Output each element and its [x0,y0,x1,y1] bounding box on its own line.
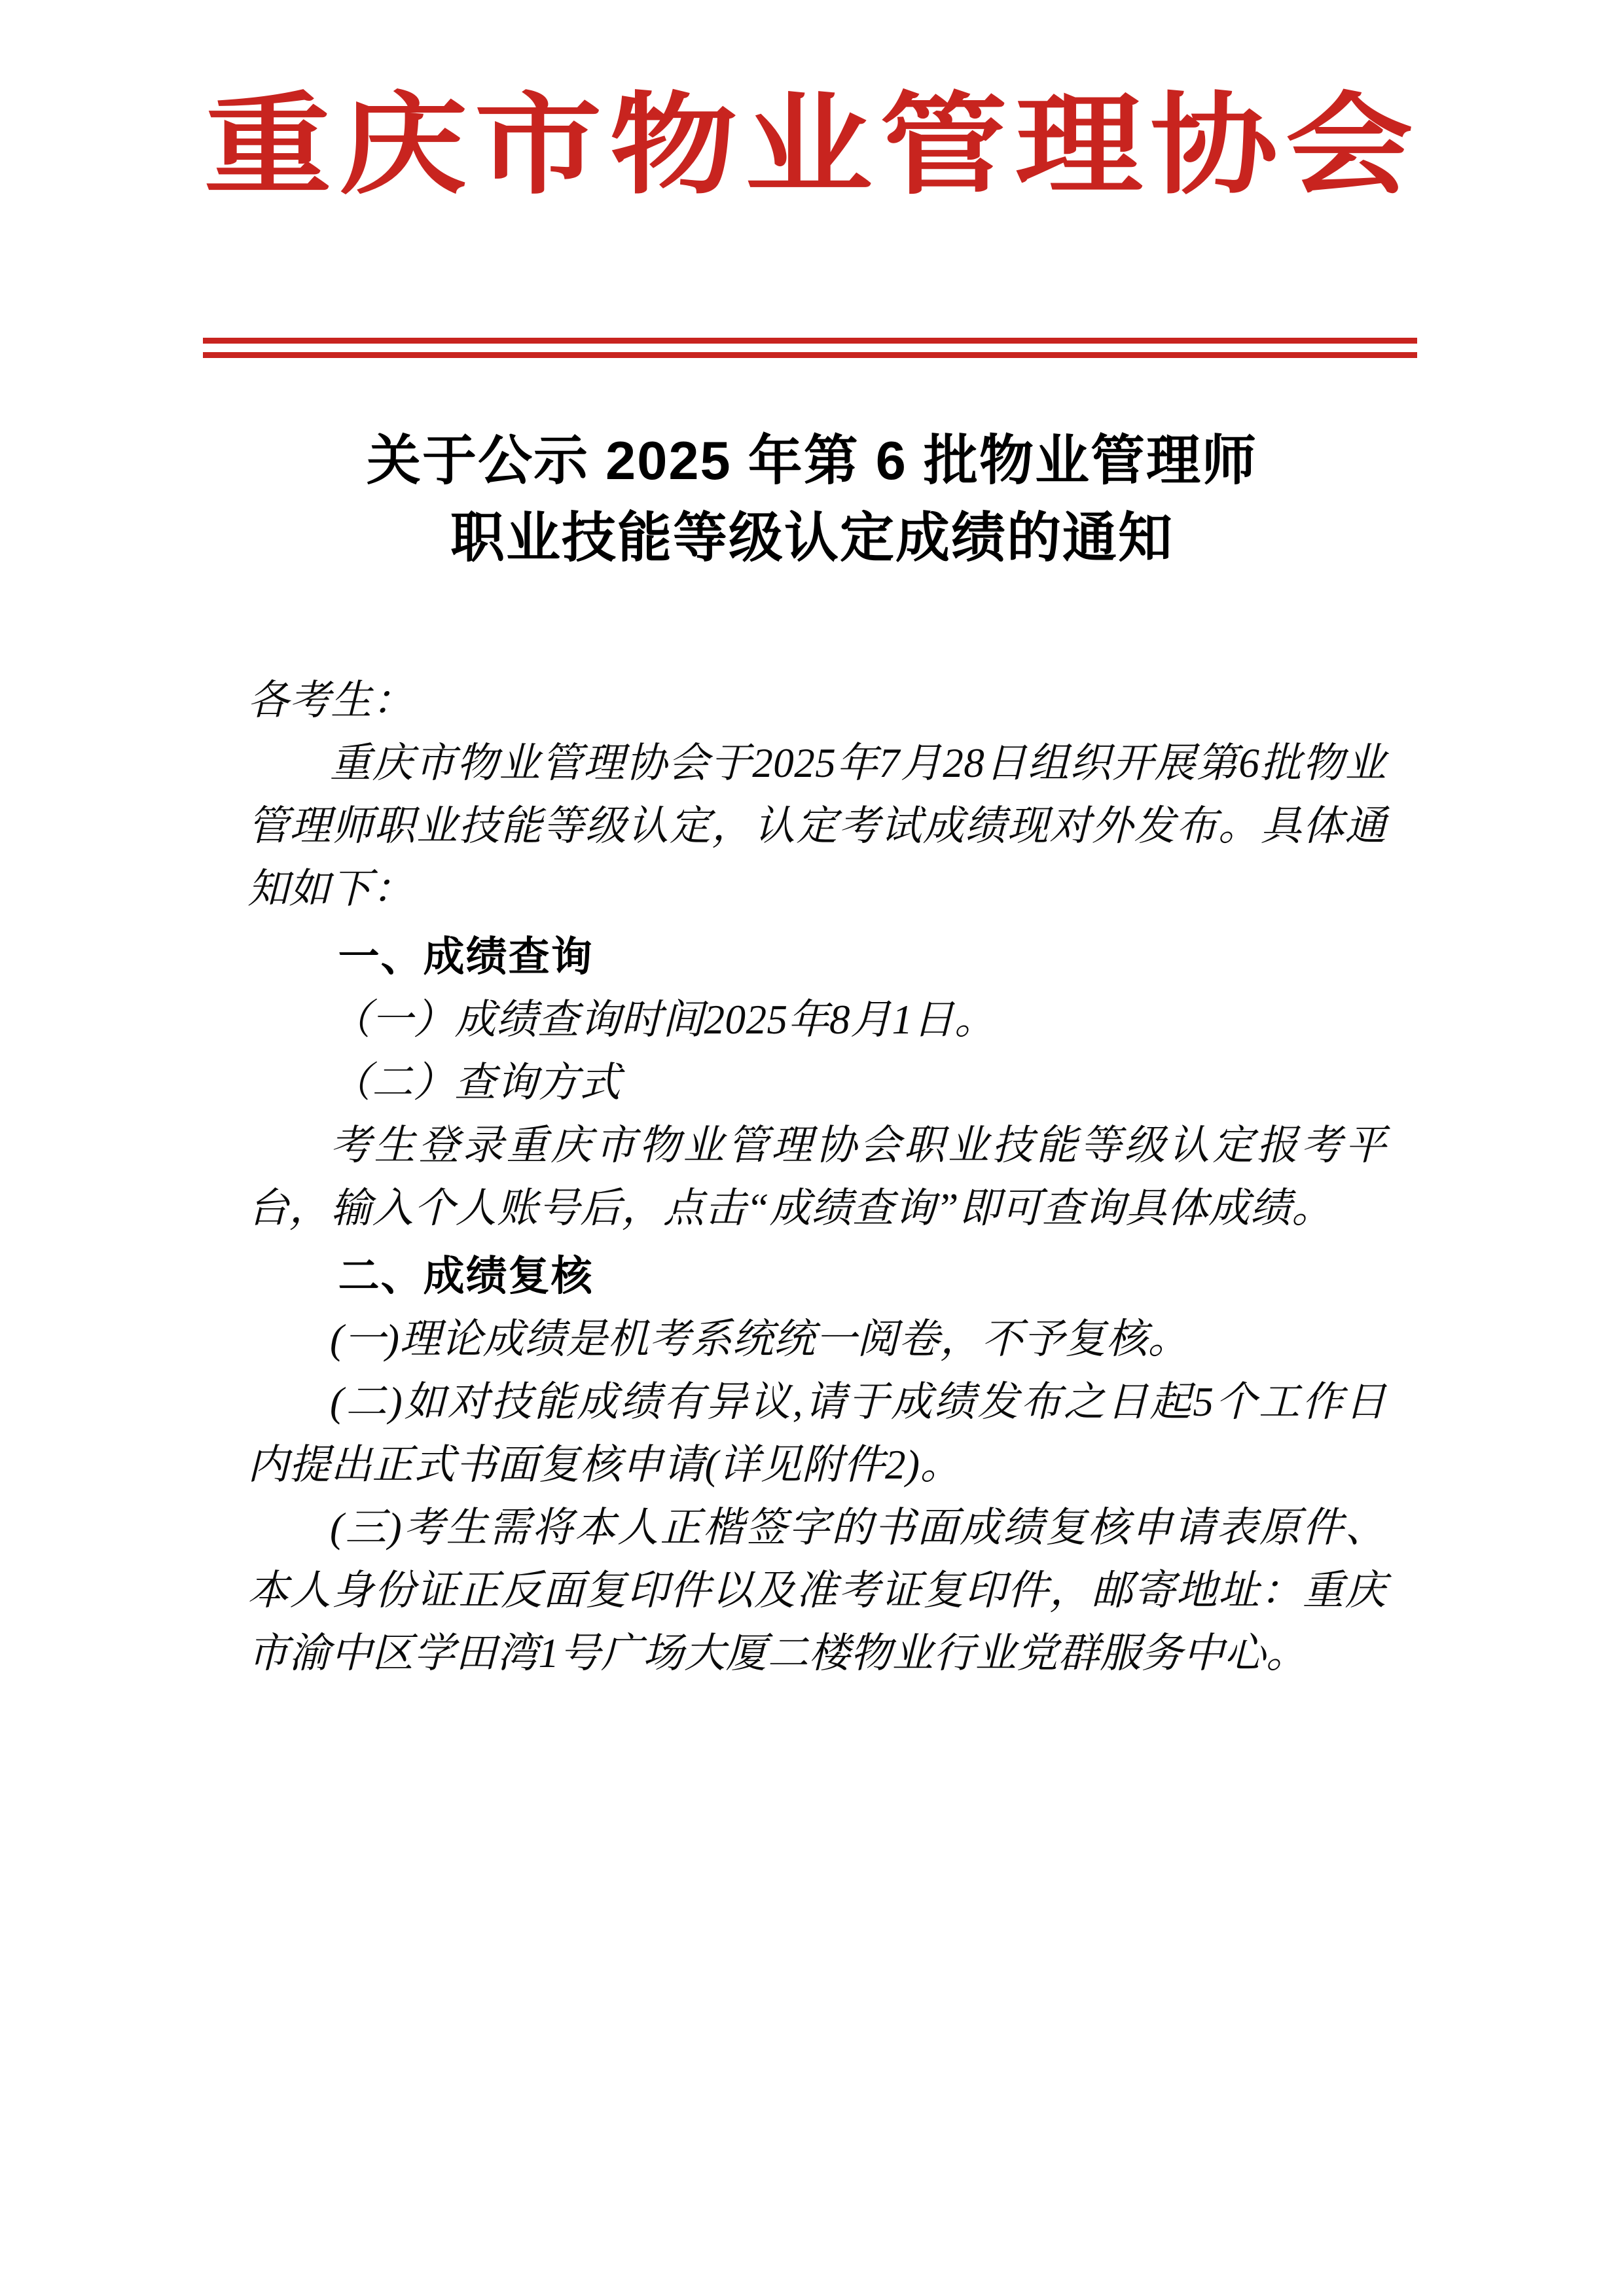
document-title [0,422,1624,577]
masthead [0,85,1624,208]
section-heading-2: 二、成绩复核 [338,1253,594,1299]
section-2-item-3: (三)考生需将本人正楷签字的书面成绩复核申请表原件、本人身份证正反面复印件以及准考证复印件，邮寄地址：重庆市渝中区学田湾1号广场大厦二楼物业行业党群服务中心。 [247,1505,1386,1676]
intro-paragraph: 重庆市物业管理协会于2025年7月28日组织开展第6批物业管理师职业技能等级认定，认定考试成绩现对外发布。具体通知如下： [247,740,1386,912]
section-spacer [247,920,1386,925]
section-1-item-2: （二）查询方式 [330,1060,621,1105]
section-1-item-1: （一）成绩查询时间2025年8月1日。 [330,997,996,1043]
organization-name: 重庆市物业管理协会 [204,86,1420,207]
section-spacer-2 [247,1240,1386,1245]
section-heading-1: 一、成绩查询 [338,934,594,980]
divider-rule-top [203,338,1417,344]
divider-gap [203,344,1417,352]
document-body [247,669,1386,1685]
salutation: 各考生： [247,677,414,723]
section-1-item-3: 考生登录重庆市物业管理协会职业技能等级认定报考平台，输入个人账号后，点击“成绩查询”即可查询具体成绩。 [247,1122,1386,1231]
section-2-item-1: (一)理论成绩是机考系统统一阅卷，不予复核。 [330,1316,1189,1362]
document-title-line-2: 职业技能等级认定成绩的通知 [450,507,1174,568]
document-title-line-1: 关于公示 2025 年第 6 批物业管理师 [366,430,1258,491]
masthead-divider [203,338,1417,358]
divider-rule-bottom [203,352,1417,358]
section-2-item-2: (二)如对技能成绩有异议,请于成绩发布之日起5个工作日内提出正式书面复核申请(详见附件2)。 [247,1379,1386,1488]
